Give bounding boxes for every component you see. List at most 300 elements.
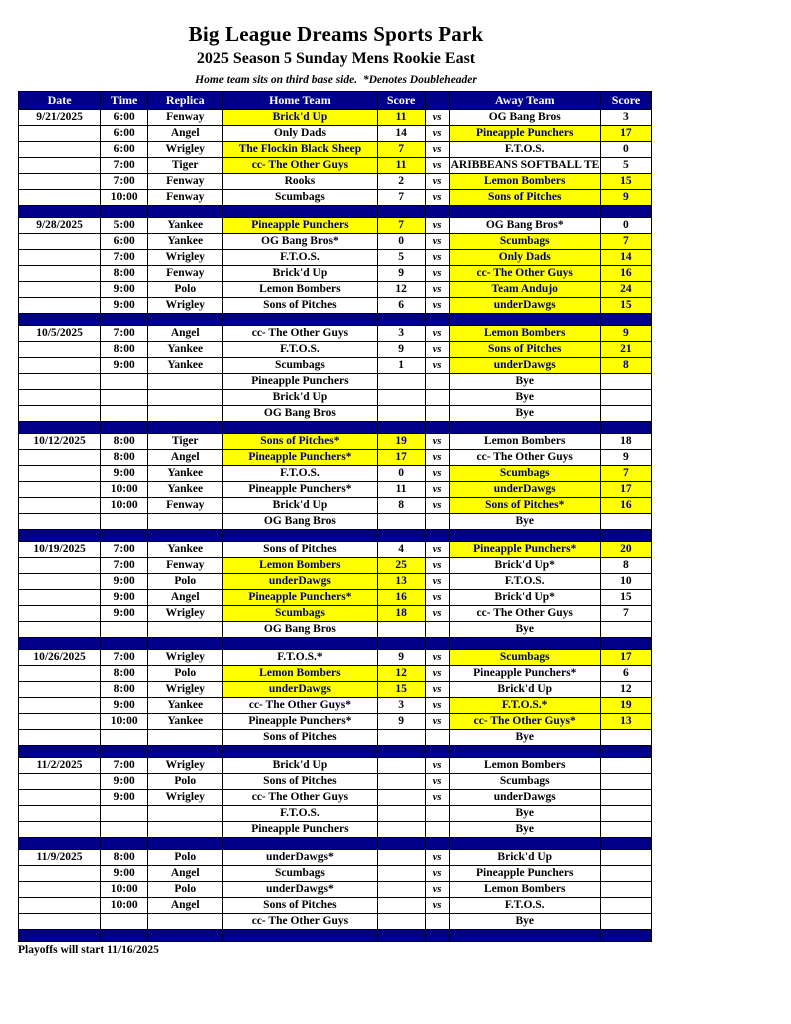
away-score-cell: 0 [600,218,651,234]
replica-cell: Angel [148,898,223,914]
week-separator-row [19,746,652,758]
home-score-cell [377,390,425,406]
separator-cell [19,638,101,650]
date-cell [19,682,101,698]
game-row [19,482,652,498]
home-score-cell: 12 [377,666,425,682]
time-cell [101,390,148,406]
separator-cell [377,530,425,542]
bye-row [19,390,652,406]
away-score-cell: 15 [600,298,651,314]
replica-cell: Polo [148,666,223,682]
separator-cell [449,422,600,434]
time-cell: 10:00 [101,190,148,206]
game-row [19,590,652,606]
separator-cell [101,314,148,326]
home-team-cell: Brick'd Up [223,758,377,774]
date-cell [19,698,101,714]
home-team-cell: cc- The Other Guys [223,158,377,174]
home-team-cell: F.T.O.S. [223,466,377,482]
date-cell [19,174,101,190]
away-team-cell: OG Bang Bros* [449,218,600,234]
date-cell [19,358,101,374]
replica-cell: Yankee [148,342,223,358]
date-cell [19,866,101,882]
separator-cell [425,838,449,850]
replica-cell: Wrigley [148,682,223,698]
separator-cell [425,422,449,434]
away-score-cell: 24 [600,282,651,298]
game-row [19,158,652,174]
bye-row [19,514,652,530]
time-cell: 7:00 [101,758,148,774]
bye-row [19,822,652,838]
vs-cell [425,622,449,638]
home-score-cell: 2 [377,174,425,190]
col-vs [425,92,449,110]
vs-cell: vs [425,450,449,466]
replica-cell: Wrigley [148,790,223,806]
page-heading [18,0,654,86]
time-cell: 8:00 [101,666,148,682]
vs-cell: vs [425,266,449,282]
away-team-cell: ARIBBEANS SOFTBALL TE [449,158,600,174]
home-score-cell: 0 [377,234,425,250]
game-row [19,498,652,514]
vs-cell: vs [425,326,449,342]
game-row [19,218,652,234]
date-cell [19,822,101,838]
replica-cell: Angel [148,450,223,466]
time-cell: 10:00 [101,882,148,898]
separator-cell [377,746,425,758]
separator-cell [425,314,449,326]
home-score-cell: 9 [377,714,425,730]
replica-cell: Tiger [148,434,223,450]
time-cell: 7:00 [101,558,148,574]
separator-cell [449,838,600,850]
away-team-cell: F.T.O.S. [449,142,600,158]
week-separator-row [19,638,652,650]
replica-cell [148,390,223,406]
away-team-cell: underDawgs [449,790,600,806]
game-row [19,450,652,466]
home-score-cell [377,774,425,790]
time-cell: 8:00 [101,266,148,282]
away-team-cell: Bye [449,514,600,530]
time-cell [101,806,148,822]
header-row [19,92,652,110]
date-cell [19,450,101,466]
replica-cell: Fenway [148,498,223,514]
date-cell [19,514,101,530]
home-team-cell: Only Dads [223,126,377,142]
away-score-cell [600,850,651,866]
game-row [19,882,652,898]
separator-cell [148,930,223,942]
time-cell: 9:00 [101,574,148,590]
replica-cell: Yankee [148,234,223,250]
home-score-cell: 14 [377,126,425,142]
separator-cell [148,206,223,218]
time-cell: 9:00 [101,866,148,882]
time-cell [101,406,148,422]
replica-cell: Polo [148,774,223,790]
replica-cell: Fenway [148,266,223,282]
home-score-cell: 19 [377,434,425,450]
away-score-cell: 20 [600,542,651,558]
away-team-cell: Scumbags [449,466,600,482]
away-score-cell [600,374,651,390]
home-score-cell: 5 [377,250,425,266]
game-row [19,174,652,190]
time-cell: 10:00 [101,898,148,914]
time-cell [101,374,148,390]
vs-cell [425,514,449,530]
vs-cell: vs [425,282,449,298]
game-row [19,282,652,298]
separator-cell [19,314,101,326]
game-row [19,866,652,882]
game-row [19,774,652,790]
game-row [19,142,652,158]
away-team-cell: Bye [449,822,600,838]
home-team-cell: Brick'd Up [223,266,377,282]
home-team-cell: Pineapple Punchers* [223,714,377,730]
separator-cell [600,206,651,218]
separator-cell [377,838,425,850]
home-team-cell: Lemon Bombers [223,666,377,682]
vs-cell: vs [425,882,449,898]
away-team-cell: Lemon Bombers [449,882,600,898]
home-team-cell: Pineapple Punchers [223,822,377,838]
time-cell: 9:00 [101,358,148,374]
away-score-cell [600,774,651,790]
date-cell [19,790,101,806]
date-cell [19,774,101,790]
separator-cell [449,638,600,650]
separator-cell [148,838,223,850]
date-cell: 10/5/2025 [19,326,101,342]
date-cell [19,390,101,406]
vs-cell: vs [425,110,449,126]
bye-row [19,406,652,422]
separator-cell [425,746,449,758]
game-row [19,434,652,450]
home-score-cell: 17 [377,450,425,466]
date-cell [19,590,101,606]
time-cell: 10:00 [101,714,148,730]
game-row [19,682,652,698]
separator-cell [600,838,651,850]
home-team-cell: underDawgs* [223,850,377,866]
home-team-cell: Pineapple Punchers* [223,450,377,466]
away-score-cell: 9 [600,450,651,466]
col-home-team: Home Team [223,92,377,110]
playoffs-note: Playoffs will start 11/16/2025 [18,944,159,956]
away-team-cell: Brick'd Up* [449,590,600,606]
week-separator-row [19,930,652,942]
away-score-cell: 6 [600,666,651,682]
away-team-cell: underDawgs [449,298,600,314]
date-cell [19,158,101,174]
replica-cell: Angel [148,126,223,142]
home-score-cell: 1 [377,358,425,374]
separator-cell [101,930,148,942]
date-cell [19,142,101,158]
game-row [19,190,652,206]
bye-row [19,374,652,390]
replica-cell [148,730,223,746]
replica-cell [148,514,223,530]
replica-cell: Tiger [148,158,223,174]
separator-cell [600,314,651,326]
away-score-cell: 15 [600,174,651,190]
away-team-cell: cc- The Other Guys [449,606,600,622]
away-team-cell: Bye [449,622,600,638]
home-score-cell [377,898,425,914]
separator-cell [600,530,651,542]
away-score-cell [600,822,651,838]
replica-cell: Wrigley [148,758,223,774]
date-cell [19,298,101,314]
home-team-cell: Pineapple Punchers* [223,482,377,498]
game-row [19,466,652,482]
vs-cell: vs [425,790,449,806]
away-team-cell: OG Bang Bros [449,110,600,126]
col-away-score: Score [600,92,651,110]
away-team-cell: F.T.O.S. [449,898,600,914]
separator-cell [425,530,449,542]
home-score-cell: 7 [377,142,425,158]
replica-cell: Fenway [148,558,223,574]
home-team-cell: Sons of Pitches [223,298,377,314]
separator-cell [377,422,425,434]
replica-cell: Polo [148,850,223,866]
home-score-cell: 9 [377,342,425,358]
replica-cell [148,806,223,822]
home-score-cell: 6 [377,298,425,314]
away-score-cell [600,866,651,882]
separator-cell [425,206,449,218]
home-team-cell: cc- The Other Guys [223,790,377,806]
away-team-cell: Lemon Bombers [449,326,600,342]
time-cell [101,514,148,530]
home-score-cell [377,374,425,390]
away-team-cell: Bye [449,806,600,822]
away-score-cell: 13 [600,714,651,730]
replica-cell [148,914,223,930]
home-score-cell: 9 [377,650,425,666]
away-score-cell: 12 [600,682,651,698]
vs-cell [425,822,449,838]
time-cell: 10:00 [101,498,148,514]
time-cell: 9:00 [101,282,148,298]
away-team-cell: Pineapple Punchers* [449,666,600,682]
away-score-cell: 7 [600,466,651,482]
time-cell [101,622,148,638]
away-team-cell: cc- The Other Guys [449,266,600,282]
date-cell [19,406,101,422]
home-team-cell: F.T.O.S.* [223,650,377,666]
legend-note: Home team sits on third base side. *Denotes Doubleheader [195,74,477,86]
date-cell [19,714,101,730]
home-team-cell: cc- The Other Guys [223,914,377,930]
time-cell: 7:00 [101,174,148,190]
game-row [19,698,652,714]
bye-row [19,914,652,930]
away-team-cell: F.T.O.S.* [449,698,600,714]
date-cell: 11/2/2025 [19,758,101,774]
separator-cell [101,746,148,758]
vs-cell: vs [425,714,449,730]
date-cell [19,730,101,746]
away-team-cell: Lemon Bombers [449,174,600,190]
game-row [19,266,652,282]
vs-cell: vs [425,482,449,498]
home-team-cell: OG Bang Bros* [223,234,377,250]
bye-row [19,806,652,822]
game-row [19,758,652,774]
home-score-cell [377,514,425,530]
time-cell: 9:00 [101,774,148,790]
vs-cell: vs [425,866,449,882]
home-score-cell: 13 [377,574,425,590]
away-score-cell: 15 [600,590,651,606]
away-team-cell: F.T.O.S. [449,574,600,590]
away-score-cell [600,898,651,914]
away-score-cell: 8 [600,558,651,574]
home-score-cell: 3 [377,698,425,714]
home-score-cell: 3 [377,326,425,342]
separator-cell [449,930,600,942]
away-score-cell: 19 [600,698,651,714]
replica-cell: Fenway [148,110,223,126]
vs-cell: vs [425,358,449,374]
vs-cell: vs [425,126,449,142]
home-team-cell: Sons of Pitches* [223,434,377,450]
away-score-cell: 14 [600,250,651,266]
time-cell: 7:00 [101,250,148,266]
week-separator-row [19,314,652,326]
replica-cell: Wrigley [148,142,223,158]
home-team-cell: F.T.O.S. [223,342,377,358]
vs-cell: vs [425,542,449,558]
replica-cell: Yankee [148,698,223,714]
replica-cell: Wrigley [148,298,223,314]
separator-cell [223,746,377,758]
game-row [19,850,652,866]
home-score-cell: 25 [377,558,425,574]
col-time: Time [101,92,148,110]
vs-cell [425,390,449,406]
away-team-cell: Scumbags [449,234,600,250]
game-row [19,298,652,314]
replica-cell: Wrigley [148,650,223,666]
game-row [19,558,652,574]
game-row [19,790,652,806]
game-row [19,666,652,682]
away-team-cell: Lemon Bombers [449,434,600,450]
time-cell: 9:00 [101,298,148,314]
away-team-cell: Scumbags [449,650,600,666]
replica-cell: Polo [148,574,223,590]
date-cell [19,498,101,514]
vs-cell: vs [425,190,449,206]
separator-cell [148,746,223,758]
vs-cell: vs [425,142,449,158]
time-cell: 10:00 [101,482,148,498]
vs-cell: vs [425,666,449,682]
away-team-cell: Only Dads [449,250,600,266]
home-team-cell: cc- The Other Guys [223,326,377,342]
separator-cell [425,930,449,942]
date-cell [19,266,101,282]
date-cell: 9/21/2025 [19,110,101,126]
time-cell [101,914,148,930]
date-cell: 10/12/2025 [19,434,101,450]
away-score-cell: 9 [600,326,651,342]
home-team-cell: Sons of Pitches [223,542,377,558]
away-score-cell [600,882,651,898]
away-team-cell: underDawgs [449,358,600,374]
separator-cell [19,746,101,758]
vs-cell: vs [425,606,449,622]
home-team-cell: Rooks [223,174,377,190]
away-team-cell: Bye [449,406,600,422]
home-score-cell [377,622,425,638]
away-team-cell: Pineapple Punchers [449,866,600,882]
replica-cell [148,822,223,838]
home-team-cell: Lemon Bombers [223,282,377,298]
separator-cell [377,930,425,942]
date-cell [19,282,101,298]
date-cell: 10/26/2025 [19,650,101,666]
away-score-cell: 5 [600,158,651,174]
vs-cell: vs [425,682,449,698]
separator-cell [148,530,223,542]
away-score-cell [600,806,651,822]
home-team-cell: F.T.O.S. [223,250,377,266]
time-cell: 7:00 [101,650,148,666]
separator-cell [377,638,425,650]
home-team-cell: OG Bang Bros [223,514,377,530]
home-score-cell: 18 [377,606,425,622]
home-team-cell: underDawgs* [223,882,377,898]
replica-cell: Angel [148,326,223,342]
vs-cell: vs [425,774,449,790]
bye-row [19,622,652,638]
home-score-cell: 8 [377,498,425,514]
home-team-cell: Scumbags [223,606,377,622]
replica-cell: Wrigley [148,250,223,266]
away-score-cell [600,790,651,806]
separator-cell [101,838,148,850]
away-score-cell [600,730,651,746]
date-cell [19,126,101,142]
away-team-cell: Brick'd Up [449,682,600,698]
separator-cell [223,638,377,650]
time-cell: 9:00 [101,790,148,806]
away-score-cell [600,622,651,638]
home-score-cell [377,806,425,822]
away-score-cell [600,914,651,930]
vs-cell: vs [425,558,449,574]
home-score-cell [377,850,425,866]
away-score-cell: 16 [600,266,651,282]
home-team-cell: OG Bang Bros [223,622,377,638]
home-score-cell: 11 [377,482,425,498]
